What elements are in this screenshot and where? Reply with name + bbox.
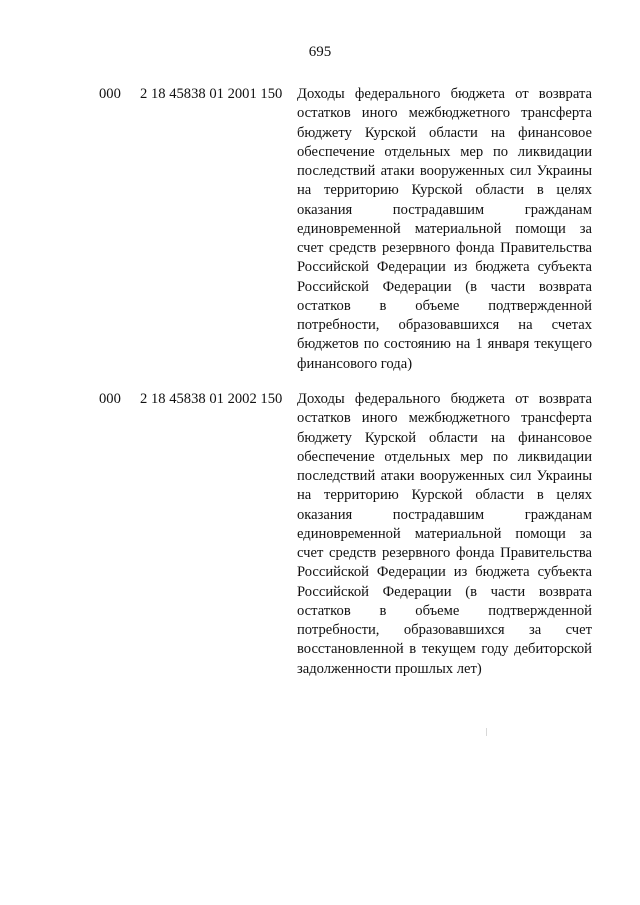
admin-code: 000 xyxy=(99,86,121,102)
description-line: задолженности прошлых лет) xyxy=(297,660,482,677)
description-line: остатков иного межбюджетного трансферта xyxy=(297,410,592,427)
description-line: восстановленной в текущем году дебиторской xyxy=(297,641,592,658)
description-line: потребности, образовавшихся за счет xyxy=(297,622,592,638)
scan-speck xyxy=(486,728,487,736)
description-line: обеспечение отдельных мер по ликвидации xyxy=(297,448,592,465)
description-line: потребности, образовавшихся на счетах xyxy=(297,317,592,333)
description-line: Доходы федерального бюджета от возврата xyxy=(297,86,592,102)
description-line: единовременной материальной помощи за xyxy=(297,220,592,237)
description-line: счет средств резервного фонда Правительства xyxy=(297,240,592,256)
revenue-description xyxy=(297,85,592,374)
description-line: Российской Федерации из бюджета субъекта xyxy=(297,564,592,581)
description-line: Российской Федерации из бюджета субъекта xyxy=(297,259,592,276)
description-line: финансового года) xyxy=(297,355,413,372)
description-line: на территорию Курской области в целях xyxy=(297,182,592,199)
description-line: на территорию Курской области в целях xyxy=(297,487,592,504)
description-line: остатков в объеме подтвержденной xyxy=(297,602,592,619)
description-line: Доходы федерального бюджета от возврата xyxy=(297,391,592,407)
description-line: единовременной материальной помощи за xyxy=(297,525,592,542)
budget-classification-code: 2 18 45838 01 2002 150 xyxy=(140,391,283,407)
description-line: остатков иного межбюджетного трансферта xyxy=(297,105,592,122)
description-line: Российской Федерации (в части возврата xyxy=(297,278,592,295)
revenue-description xyxy=(297,390,592,679)
budget-classification-code: 2 18 45838 01 2001 150 xyxy=(140,86,283,102)
description-line: последствий атаки вооруженных сил Украины xyxy=(297,468,592,484)
description-line: бюджету Курской области на финансовое xyxy=(297,124,592,141)
description-line: бюджету Курской области на финансовое xyxy=(297,429,592,446)
description-line: счет средств резервного фонда Правительства xyxy=(297,545,592,561)
description-line: остатков в объеме подтвержденной xyxy=(297,297,592,314)
description-line: оказания пострадавшим гражданам xyxy=(297,506,592,523)
description-line: последствий атаки вооруженных сил Украины xyxy=(297,163,592,179)
admin-code: 000 xyxy=(99,391,121,407)
description-line: оказания пострадавшим гражданам xyxy=(297,201,592,218)
page-number: 695 xyxy=(308,44,332,60)
description-line: бюджетов по состоянию на 1 января текущего xyxy=(297,336,592,353)
description-line: обеспечение отдельных мер по ликвидации xyxy=(297,143,592,160)
description-line: Российской Федерации (в части возврата xyxy=(297,583,592,600)
